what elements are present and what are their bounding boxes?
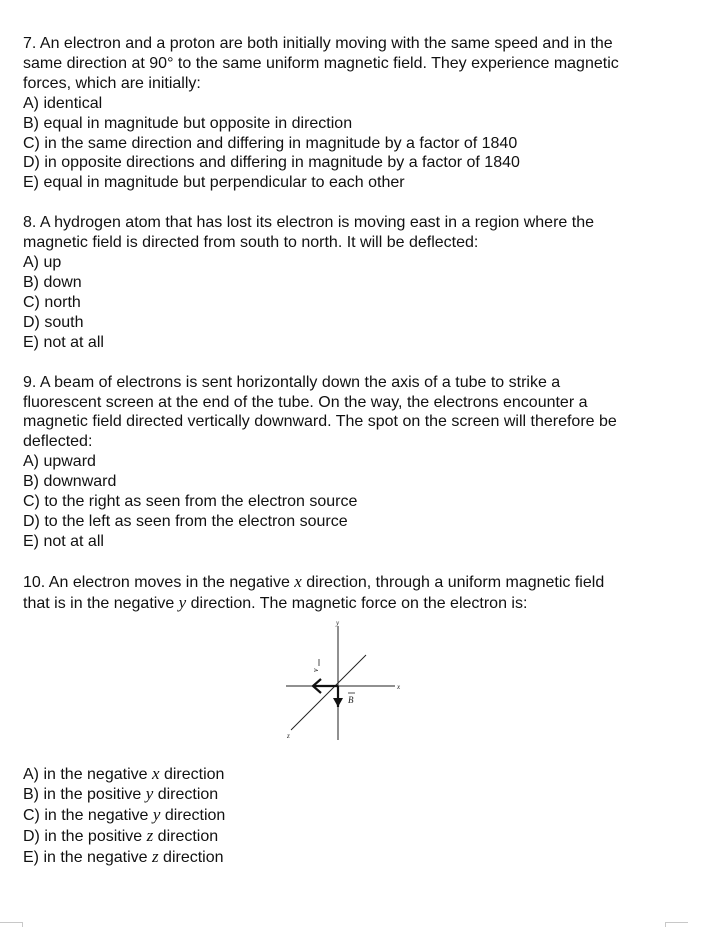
question-7-option-e: E) equal in magnitude but perpendicular to each other xyxy=(23,174,405,192)
spacer xyxy=(23,193,673,213)
question-10-option-c xyxy=(23,805,673,826)
question-10-option-b xyxy=(23,784,673,805)
question-10-option-e xyxy=(23,847,673,868)
question-9-stem-line-2: fluorescent screen at the end of the tube. On the way, the electrons encounter a xyxy=(23,393,588,411)
question-9 xyxy=(23,373,673,552)
quiz-page xyxy=(23,34,673,868)
question-7-stem-line-3: forces, which are initially: xyxy=(23,74,201,92)
question-7-stem-line-2: same direction at 90° to the same uniform magnetic field. They experience magnetic xyxy=(23,54,619,72)
question-8-option-b: B) down xyxy=(23,273,82,291)
variable: x xyxy=(151,763,160,783)
variable: z xyxy=(151,847,159,867)
option-text: B) in the positive xyxy=(23,786,146,804)
variable: y xyxy=(152,805,161,825)
variable: y xyxy=(145,784,154,804)
question-9-stem-line-1: 9. A beam of electrons is sent horizontally down the axis of a tube to strike a xyxy=(23,373,561,391)
question-10-stem-line-1 xyxy=(23,571,605,591)
question-9-stem-line-3: magnetic field directed vertically downward. The spot on the screen will therefore be xyxy=(23,413,617,431)
question-9-option-a: A) upward xyxy=(23,453,96,471)
page-corner-mark-left xyxy=(0,922,23,927)
option-text: direction xyxy=(153,828,219,846)
question-9-options xyxy=(23,452,673,552)
question-7-option-c: C) in the same direction and differing in magnitude by a factor of 1840 xyxy=(23,134,518,152)
option-text: direction xyxy=(158,849,224,867)
question-10-option-a xyxy=(23,764,673,785)
question-10-option-d xyxy=(23,826,673,847)
stem-text: that is in the negative xyxy=(23,594,179,612)
question-10-stem xyxy=(23,572,673,614)
page-corner-mark-right xyxy=(665,922,688,927)
question-8 xyxy=(23,213,673,352)
velocity-label: v xyxy=(311,668,320,672)
variable-y: y xyxy=(178,592,187,612)
question-7-stem-line-1: 7. An electron and a proton are both initially moving with the same speed and in the xyxy=(23,35,613,52)
question-8-option-a: A) up xyxy=(23,254,62,272)
question-10-options xyxy=(23,764,673,869)
question-8-stem xyxy=(23,213,673,253)
question-8-stem-line-2: magnetic field is directed from south to north. It will be deflected: xyxy=(23,234,479,252)
question-8-options xyxy=(23,253,673,353)
magnetic-field-arrowhead xyxy=(333,698,343,707)
option-text: C) in the negative xyxy=(23,807,153,825)
stem-text: direction, through a uniform magnetic field xyxy=(301,573,605,591)
question-9-stem xyxy=(23,373,673,453)
stem-text: direction. The magnetic force on the electron is: xyxy=(186,594,528,612)
option-text: direction xyxy=(153,786,219,804)
y-axis-label: y xyxy=(336,618,340,627)
stem-text: 10. An electron moves in the negative xyxy=(23,573,295,591)
question-9-option-b: B) downward xyxy=(23,473,117,491)
spacer xyxy=(23,552,673,572)
question-7 xyxy=(23,34,673,193)
question-9-stem-line-4: deflected: xyxy=(23,433,93,451)
question-9-option-e: E) not at all xyxy=(23,532,104,550)
spacer xyxy=(23,353,673,373)
question-10-stem-line-2 xyxy=(23,592,528,612)
option-text: E) in the negative xyxy=(23,849,152,867)
option-text: direction xyxy=(159,765,225,783)
question-7-option-a: A) identical xyxy=(23,94,103,112)
question-8-stem-line-1: 8. A hydrogen atom that has lost its electron is moving east in a region where the xyxy=(23,214,594,232)
option-text: D) in the positive xyxy=(23,828,147,846)
option-text: direction xyxy=(160,807,226,825)
velocity-label-group xyxy=(311,668,320,672)
z-axis-line xyxy=(291,655,366,730)
question-8-option-e: E) not at all xyxy=(23,333,104,351)
question-8-option-d: D) south xyxy=(23,313,84,331)
axes-diagram xyxy=(281,614,411,764)
question-8-option-c: C) north xyxy=(23,293,81,311)
z-axis-label: z xyxy=(287,731,290,740)
question-10 xyxy=(23,572,673,868)
question-7-option-d: D) in opposite directions and differing in magnitude by a factor of 1840 xyxy=(23,154,520,172)
question-7-option-b: B) equal in magnitude but opposite in direction xyxy=(23,114,353,132)
variable: z xyxy=(146,826,154,846)
magnetic-field-label: B xyxy=(348,694,354,705)
variable-x: x xyxy=(294,571,302,591)
question-9-option-c: C) to the right as seen from the electron source xyxy=(23,493,358,511)
question-7-options xyxy=(23,94,673,194)
question-7-stem xyxy=(23,34,673,94)
axes-figure xyxy=(23,614,673,764)
option-text: A) in the negative xyxy=(23,765,152,783)
x-axis-label: x xyxy=(397,682,401,691)
question-9-option-d: D) to the left as seen from the electron source xyxy=(23,512,348,530)
